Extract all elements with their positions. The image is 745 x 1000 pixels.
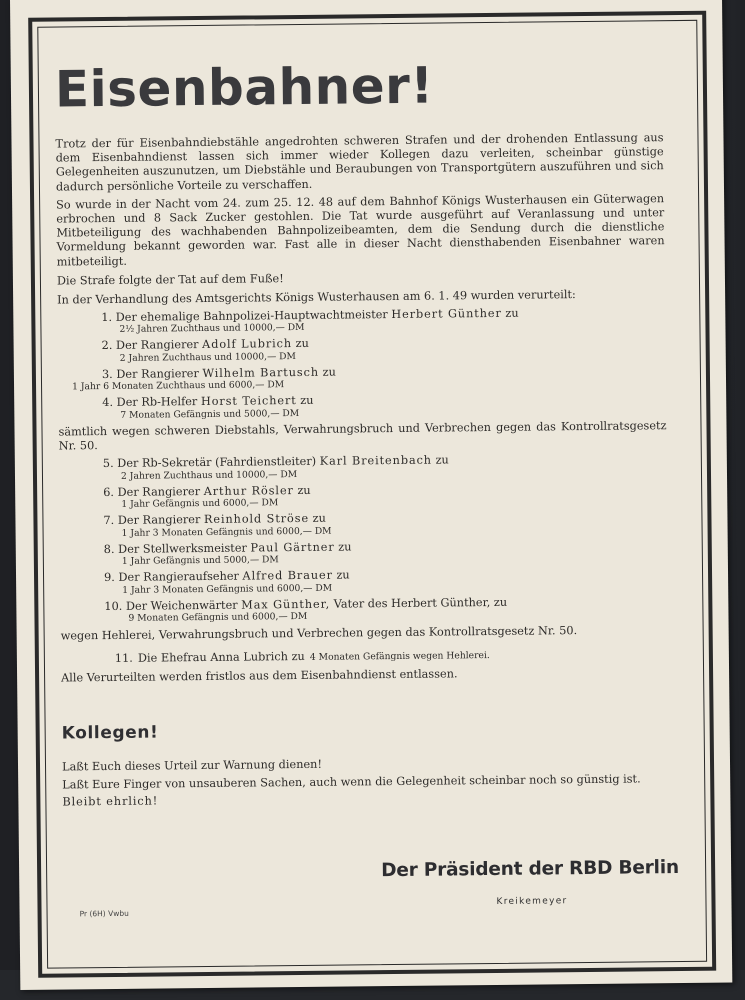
verdict-item bbox=[104, 537, 668, 567]
headline: Eisenbahner! bbox=[54, 56, 434, 119]
verdict-name: Wilhelm Bartusch bbox=[202, 365, 320, 380]
verdict-name: Adolf Lubrich bbox=[202, 337, 293, 352]
verdict-sentence: 9 Monaten Gefängnis und 6000,— DM bbox=[128, 611, 308, 625]
punishment-line: Die Strafe folgte der Tat auf dem Fuße! bbox=[56, 271, 284, 288]
kollegen-heading: Kollegen! bbox=[61, 722, 159, 744]
verdict-tail: zu bbox=[338, 540, 352, 554]
verdict-sentence: 2½ Jahren Zuchthaus und 10000,— DM bbox=[119, 322, 305, 336]
verdict-role: Der Stellwerksmeister bbox=[118, 541, 247, 556]
poster-border bbox=[28, 11, 716, 978]
verdict-item bbox=[101, 305, 665, 335]
verdict-number: 8. bbox=[103, 542, 115, 556]
verdict-item bbox=[103, 480, 667, 510]
verdict-sentence: 1 Jahr Gefängnis und 6000,— DM bbox=[121, 497, 279, 511]
signature-title: Der Präsident der RBD Berlin bbox=[381, 857, 679, 882]
verdict-tail: zu bbox=[312, 511, 326, 526]
verdict-name: Horst Teichert bbox=[200, 394, 297, 409]
verdict-tail: zu bbox=[435, 453, 449, 467]
verdict-sentence: 1 Jahr 3 Monaten Gefängnis und 6000,— DM bbox=[122, 582, 333, 596]
verdict-list-a bbox=[57, 305, 666, 421]
charge-line-b: wegen Hehlerei, Verwahrungsbruch und Verbrechen gegen das Kontrollratsgesetz Nr. 50. bbox=[60, 624, 578, 643]
court-line: In der Verhandlung des Amtsgerichts Königs Wusterhausen am 6. 1. 49 wurden verurteilt: bbox=[57, 287, 576, 307]
verdict-name: Herbert Günther bbox=[391, 306, 502, 321]
verdict-sentence: 2 Jahren Zuchthaus und 10000,— DM bbox=[120, 468, 298, 482]
verdict-number: 4. bbox=[102, 396, 114, 410]
verdict-item bbox=[72, 362, 666, 393]
verdict-sentence: 2 Jahren Zuchthaus und 10000,— DM bbox=[119, 350, 296, 364]
verdict-sentence: 1 Jahr 3 Monaten Gefängnis und 6000,— DM bbox=[121, 525, 332, 539]
verdict-number: 7. bbox=[103, 514, 115, 528]
verdict-item bbox=[103, 508, 667, 538]
verdict-tail: zu bbox=[336, 568, 350, 582]
intro-paragraph-1: Trotz der für Eisenbahndiebstähle angedrohten schweren Strafen und der drohenden Entlassung aus dem Eisenbahndienst lassen sich immer wieder Kollegen dazu verleiten, scheinbar günstige Gelegenheiten auszunutzen, um Diebstähle und Beraubungen von Transportgütern auszuführen und sich dadurch persönliche Vorteile zu verschaffen. bbox=[55, 131, 664, 194]
verdict-name: Reinhold Ströse bbox=[203, 512, 310, 527]
verdict-sentence: 7 Monaten Gefängnis und 5000,— DM bbox=[120, 407, 300, 421]
verdict-name: Arthur Rösler bbox=[203, 483, 294, 498]
verdict-sentence: 1 Jahr 6 Monaten Zuchthaus und 6000,— DM bbox=[72, 379, 285, 393]
verdict-tail: zu bbox=[297, 483, 311, 497]
verdict-role: Der Rangierer bbox=[116, 366, 199, 381]
verdict-number: 9. bbox=[103, 571, 115, 585]
verdict-number: 10. bbox=[104, 599, 123, 613]
verdict-item bbox=[103, 451, 667, 481]
verdict-item bbox=[104, 565, 668, 595]
verdict-number: 5. bbox=[102, 457, 114, 471]
verdict-tail: Vater des Herbert Günther, zu bbox=[333, 595, 508, 611]
verdict-sentence: 4 Monaten Gefängnis wegen Hehlerei. bbox=[309, 650, 490, 664]
verdict-role: Der Rb-Sekretär (Fahrdienstleiter) bbox=[117, 455, 317, 471]
verdict-text: Die Ehefrau Anna Lubrich zu bbox=[137, 650, 305, 665]
verdict-name: Max Günther, bbox=[241, 597, 331, 612]
verdict-tail: zu bbox=[322, 365, 336, 379]
verdict-role: Der Weichenwärter bbox=[125, 598, 238, 613]
poster-content bbox=[55, 55, 671, 812]
print-code: Pr (6H) Vwbu bbox=[79, 908, 129, 919]
verdict-role: Der ehemalige Bahnpolizei-Hauptwachtmeister bbox=[115, 307, 388, 324]
verdict-item bbox=[102, 390, 666, 420]
verdict-number: 1. bbox=[101, 310, 113, 324]
appeal-line-3: Bleibt ehrlich! bbox=[62, 794, 159, 809]
verdict-role: Der Rangierer bbox=[115, 338, 199, 353]
verdict-name: Alfred Brauer bbox=[242, 568, 333, 583]
verdict-role: Der Rangierer bbox=[117, 484, 201, 499]
appeal-line-1: Laßt Euch dieses Urteil zur Warnung dienen! bbox=[61, 758, 323, 774]
verdict-item bbox=[104, 594, 668, 624]
verdict-number: 2. bbox=[101, 339, 113, 353]
verdict-name: Karl Breitenbach bbox=[319, 453, 433, 469]
verdict-number: 11. bbox=[114, 651, 133, 666]
verdict-role: Der Rangieraufseher bbox=[118, 569, 239, 585]
verdict-item bbox=[102, 333, 666, 363]
verdict-name: Paul Gärtner bbox=[250, 540, 335, 555]
verdict-role: Der Rb-Helfer bbox=[116, 395, 198, 410]
verdict-list-b bbox=[59, 451, 669, 624]
verdict-tail: zu bbox=[300, 394, 314, 408]
charge-paragraph-a: sämtlich wegen schweren Diebstahls, Verwahrungsbruch und Verbrechen gegen das Kontrollratsgesetz Nr. 50. bbox=[58, 418, 667, 453]
dismissal-line: Alle Verurteilten werden fristlos aus dem Eisenbahndienst entlassen. bbox=[61, 667, 458, 685]
verdict-role: Der Rangierer bbox=[117, 513, 201, 528]
appeal-line-2: Laßt Eure Finger von unsauberen Sachen, auch wenn die Gelegenheit scheinbar noch so günstig ist. bbox=[62, 772, 641, 792]
intro-paragraph-2: So wurde in der Nacht vom 24. zum 25. 12. 48 auf dem Bahnhof Königs Wusterhausen ein Güterwagen erbrochen und 8 Sack Zucker gestohlen. Die Tat wurde ausgeführt auf Veranlassung und unter Mitbeteiligung des wachhabenden Bahnpolizeibeamten, dem die Sendung durch die dienstliche Vormeldung bekannt geworden war. Fast alle in dieser Nacht diensthabenden Eisenbahner waren mitbeteiligt. bbox=[56, 191, 665, 269]
verdict-number: 3. bbox=[101, 367, 113, 381]
verdict-sentence: 1 Jahr Gefängnis und 5000,— DM bbox=[121, 554, 279, 568]
poster-sheet bbox=[10, 0, 732, 990]
verdict-tail: zu bbox=[295, 337, 309, 351]
verdict-number: 6. bbox=[103, 485, 115, 499]
verdict-tail: zu bbox=[505, 306, 519, 320]
signer-name: Kreikemeyer bbox=[496, 896, 568, 907]
verdict-item-11 bbox=[61, 641, 669, 666]
